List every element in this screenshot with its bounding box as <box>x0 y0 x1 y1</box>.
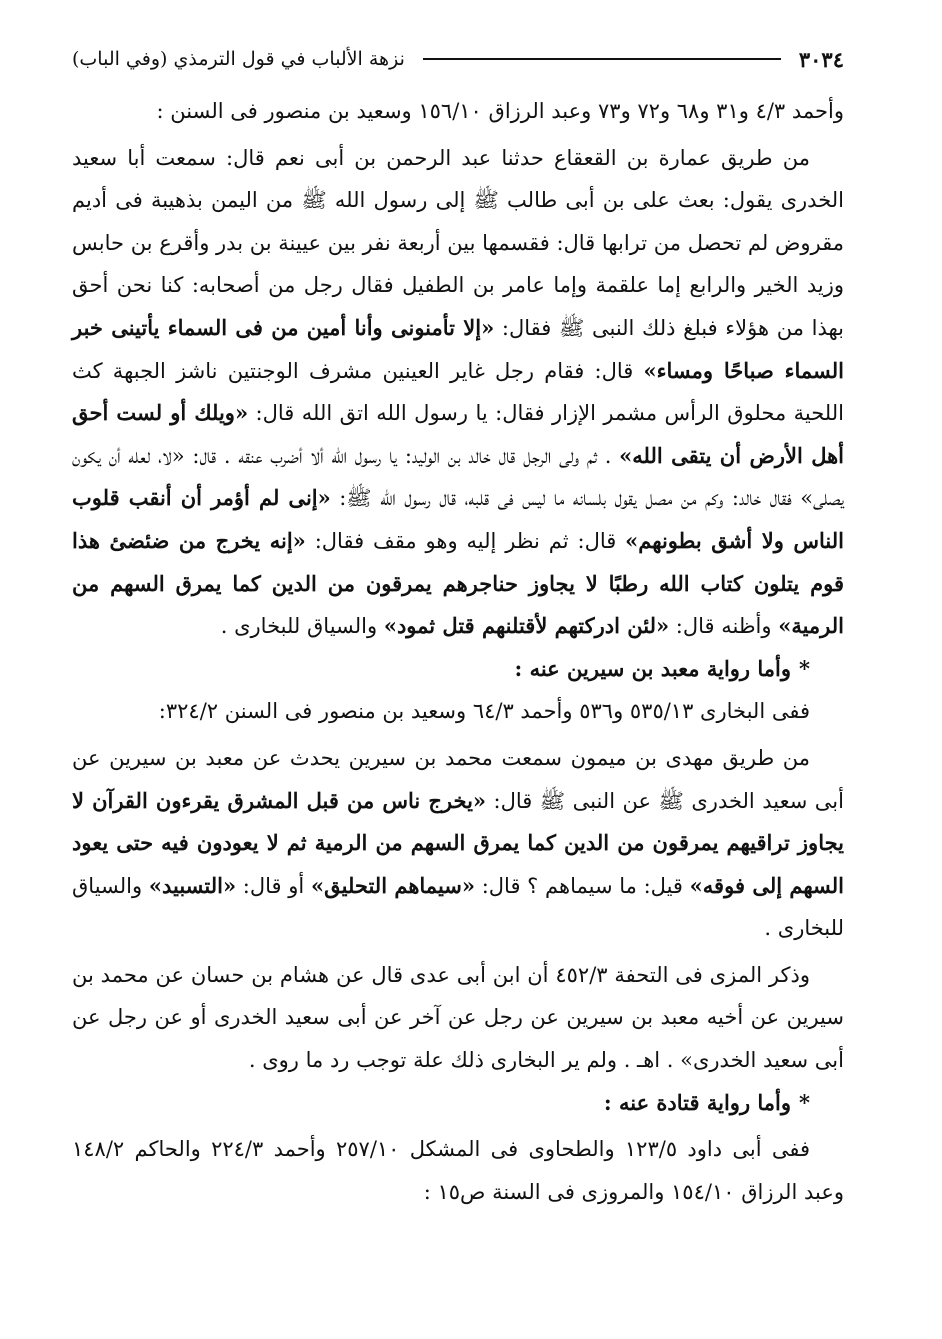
page-number: ٣٠٣٤ <box>798 46 844 72</box>
section-heading-text: وأما رواية قتادة عنه : <box>603 1089 792 1115</box>
text-run: من طريق مهدى بن ميمون سمعت محمد بن سيرين يحدث عن معبد بن سيرين عن أبى سعيد الخدرى ﷺ عن النبى ﷺ قال: <box>72 745 844 813</box>
paragraph-sources-1: وأحمد ٤/٣ و٣١ و٦٨ و٧٢ و٧٣ وعبد الرزاق ١٥٦/١٠ وسعيد بن منصور فى السنن : <box>156 99 844 123</box>
text-run: قال: فقام رجل غاير العينين مشرف الوجنتين ناشز الجبهة كث اللحية محلوق الرأس مشمر الإزار فقال: يا رسول الله اتق الله قال: <box>72 358 844 426</box>
hadith-quote: «ويلك أو لست أحق أهل الأرض أن يتقى الله» <box>72 400 845 468</box>
hadith-quote: «إنى لم أؤمر أن أنقب قلوب الناس ولا أشق بطونهم» <box>72 485 844 553</box>
body-text <box>72 90 844 1213</box>
text-run: أو قال: <box>236 873 311 898</box>
text-run: فقال خالد: وكم من مصل يقول بلسانه ما ليس فى قلبه، قال رسول الله ﷺ: <box>330 486 801 511</box>
text-run: من طريق عمارة بن القعقاع حدثنا عبد الرحمن بن أبى نعم قال: سمعت أبا سعيد الخدرى يقول: بعث على بن أبى طالب ﷺ إلى رسول الله ﷺ من اليمن بذهيبة فى أديم مقروض لم تحصل من ترابها قال: فقسمها بين أربعة نفر بين عيينة بن بدر وأقرع بن حابس وزيد الخير والرابع إما علقمة وإما عامر بن الطفيل فقال رجل من أصحابه: كنا نحن أحق بهذا من هؤلاء فبلغ ذلك النبى ﷺ فقال: <box>72 145 845 340</box>
paragraph-sources-2: ففى البخارى ٥٣٥/١٣ و٥٣٦ وأحمد ٦٤/٣ وسعيد بن منصور فى السنن ٣٢٤/٢: <box>158 699 810 724</box>
text-run: قيل: ما سيماهم ؟ قال: <box>475 873 690 898</box>
header-rule <box>423 58 781 60</box>
section-heading-text: وأما رواية معبد بن سيرين عنه : <box>514 655 792 681</box>
text-run: . ثم ولى الرجل قال خالد بن الوليد: يا رسول الله ألا أضرب عنقه . قال: <box>184 443 620 468</box>
hadith-quote: «لا، لعله أن يكون يصلى» <box>72 443 844 511</box>
paragraph-mizzi: وذكر المزى فى التحفة ٤٥٢/٣ أن ابن أبى عدى قال عن هشام بن حسان عن محمد بن سيرين عن أخيه معبد بن سيرين عن رجل عن آخر عن أبى سعيد الخدرى أو عن رجل عن أبى سعيد الخدرى» . اهـ . ولم ير البخارى ذلك علة توجب رد ما روى . <box>72 962 844 1073</box>
hadith-quote: «سيماهم التحليق» <box>310 872 476 898</box>
text-run: والسياق للبخارى . <box>72 873 844 941</box>
paragraph-hadith-umara <box>72 137 844 648</box>
page-header <box>72 42 844 76</box>
star-marker: * <box>799 1089 810 1115</box>
text-run: والسياق للبخارى . <box>220 614 384 639</box>
star-marker: * <box>799 655 810 681</box>
paragraph-hadith-mahdi <box>72 737 844 950</box>
running-title: نزهة الألباب في قول الترمذي (وفي الباب) <box>72 48 405 70</box>
hadith-quote: «إلا تأمنونى وأنا أمين من فى السماء يأتينى خبر السماء صباحًا ومساء» <box>72 314 844 383</box>
hadith-quote: «التسبيد» <box>148 872 237 898</box>
section-heading-mabad <box>72 648 844 691</box>
text-run: قال: ثم نظر إليه وهو مقف فقال: <box>305 528 626 553</box>
hadith-quote: «إنه يخرج من ضئضئ هذا قوم يتلون كتاب الله رطبًا لا يجاوز حناجرهم يمرقون من الدين كما يمرق السهم من الرمية» <box>72 527 844 639</box>
hadith-quote: «لئن ادركتهم لأقتلنهم قتل ثمود» <box>383 613 670 639</box>
paragraph-sources-3: ففى أبى داود ١٢٣/٥ والطحاوى فى المشكل ٢٥٧/١٠ وأحمد ٢٢٤/٣ والحاكم ١٤٨/٢ وعبد الرزاق ١٥٤/١٠ والمروزى فى السنة ص١٥ : <box>72 1137 844 1204</box>
section-heading-qatada <box>72 1082 844 1125</box>
text-run: وأظنه قال: <box>669 614 779 639</box>
hadith-quote: «يخرج ناس من قبل المشرق يقرءون القرآن لا يجاوز تراقيهم يمرقون من الدين كما يمرق السهم من الرمية ثم لا يعودون فيه حتى يعود السهم إلى فوقه» <box>72 787 845 898</box>
